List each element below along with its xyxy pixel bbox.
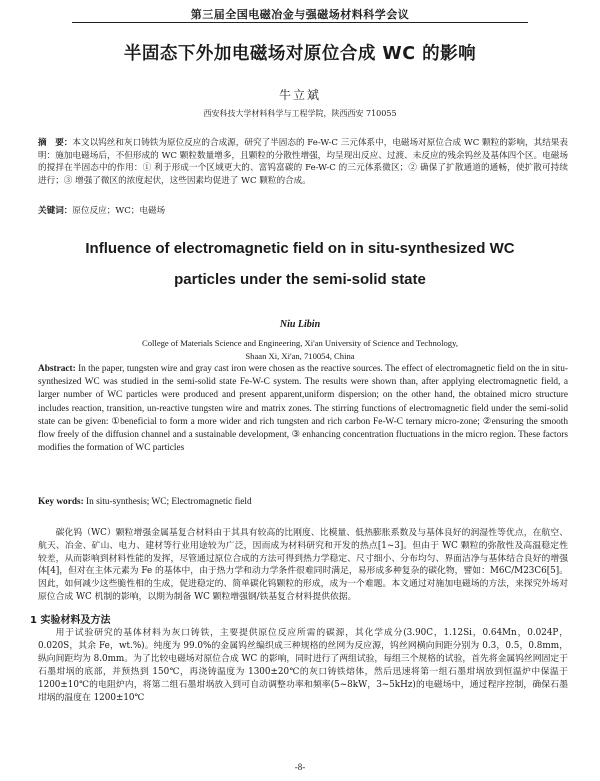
abstract-zh-text: 本文以钨丝和灰口铸铁为原位反应的合成源，研究了半固态的 Fe-W-C 三元体系中，电磁场对原位合成 WC 颗粒的影响，其结果表明：施加电磁场后，不但形成的 WC 颗粒数量增多，且颗粒的分散性增强，均呈现出反应、过渡、未反应的残余钨丝及基体四个区。电磁场的搅拌在半固态中的作用：① 利于形成一个区域更大的、富钨富碳的 Fe-W-C 的三元体系微区；② 确保了扩散通道的通畅，使扩散可持续进行；③ 增强了微区的浓度起伏，这些因素均促进了 WC 颗粒的合成。: [38, 138, 568, 186]
affiliation-en-line2: Shaan Xi, Xi'an, 710054, China: [245, 351, 355, 361]
author-name-en: Niu Libin: [279, 319, 321, 330]
affiliation-zh: 西安科技大学材料科学与工程学院，陕西西安 710055: [203, 109, 397, 118]
section-paragraph: 用于试验研究的基体材料为灰口铸铁，主要提供原位反应所需的碳源，其化学成分(3.90C，1.12Si，0.64Mn，0.024P，0.020S，其余 Fe，wt.%)。纯度为 99.0%的金属钨丝编织成三种规格的丝网为反应源，钨丝网横向间距分别为 0.3，0.5，0.8mm，纵向间距均为 8.0mm。为了比较电磁场对原位合成 WC 的影响，同时进行了两组试验，每组三个规格的试验，首先将金属钨丝网固定于石墨坩埚的底部，并预热到 150℃，再浇铸温度为 1300±20℃的灰口铸铁熔体，然后迅速将第一组石墨坩埚放到恒温炉中保温于 1200±10℃的电阻炉内，将第二组石墨坩埚放入到可自动调整功率和频率(5~8kW，3~5kHz)的电磁场中，通过程序控制，确保石墨坩埚的温度在 1200±10℃: [38, 628, 568, 704]
keywords-en-text: In situ-synthesis; WC; Electromagnetic field: [86, 497, 252, 507]
intro-paragraph: 碳化钨（WC）颗粒增强金属基复合材料由于其具有较高的比刚度、比模量、低热膨胀系数及与基体良好的润湿性等优点，在航空、航天、冶金、矿山、电力、建材等行业用途较为广泛，因而成为材料研究和开发的热点[1~3]。但由于 WC 颗粒的弥散性及高温稳定性较差，从而影响到材料性能的发挥，尽管通过原位合成的方法可得到热力学稳定、尺寸细小、分布均匀、界面洁净与基体结合良好的增强体[4]，但对在主体元素为 Fe 的基体中，由于热力学和动力学条件很难同时满足，易形成多种复杂的碳化物，譬如：M6C/M23C6[5]。因此，如何减少这些脆性相的生成，促进稳定的、简单碳化钨颗粒的形成，成为一个难题。本文通过对施加电磁场的方法，来探究外场对原位合成 WC 机制的影响，以期为制备 WC 颗粒增强钢/铁基复合材料提供依据。: [38, 528, 568, 602]
keywords-en-label: Key words:: [38, 497, 84, 507]
abstract-zh: [38, 137, 568, 205]
page-number: -8-: [294, 762, 306, 772]
keywords-zh-label: 关键词：: [38, 206, 73, 216]
abstract-en-text: In the paper, tungsten wire and gray cast iron were chosen as the reactive sources. The effect of electromagnetic field on the in situ-synthesized WC was studied in the semi-solid state Fe-W-C system. The results were shown than, after applying electromagnetic field, a larger number of WC particles were produced and present apparent,uniform dispersion; on the other hand, the obtained micro structure includes reaction, transition, un-reactive tungsten wire and matrix zones. The stirring functions of electromagnetic field under the semi-solid state can be given: ①beneficial to form a more wider and rich tungsten and rich carbon Fe-W-C ternary micro-zone; ②ensuring the smooth flow freely of the diffusion channel and a sustainable development, ③ enhancing concentration fluctuations in the micro region. These factors modifies the formation of WC particles: [38, 364, 568, 454]
abstract-en: [38, 363, 568, 496]
paper-title-en-line2: particles under the semi-solid state: [174, 271, 426, 288]
running-head: 第三届全国电磁冶金与强磁场材料科学会议: [72, 6, 528, 23]
author-name-zh: 牛立斌: [278, 88, 321, 102]
abstract-en-label: Abstract:: [38, 364, 76, 374]
paper-title-en-line1: Influence of electromagnetic field on in situ-synthesized WC: [85, 240, 515, 257]
keywords-zh-text: 原位反应；WC；电磁场: [72, 206, 166, 216]
abstract-zh-label: 摘 要：: [38, 138, 73, 148]
section-heading: 1 实验材料及方法: [30, 615, 111, 626]
affiliation-en: [0, 337, 600, 363]
affiliation-en-line1: College of Materials Science and Engineering, Xi'an University of Science and Technology,: [142, 338, 458, 348]
paper-title-zh: 半固态下外加电磁场对原位合成 WC 的影响: [123, 44, 477, 64]
keywords-zh: [38, 205, 568, 218]
keywords-en: [38, 496, 568, 509]
